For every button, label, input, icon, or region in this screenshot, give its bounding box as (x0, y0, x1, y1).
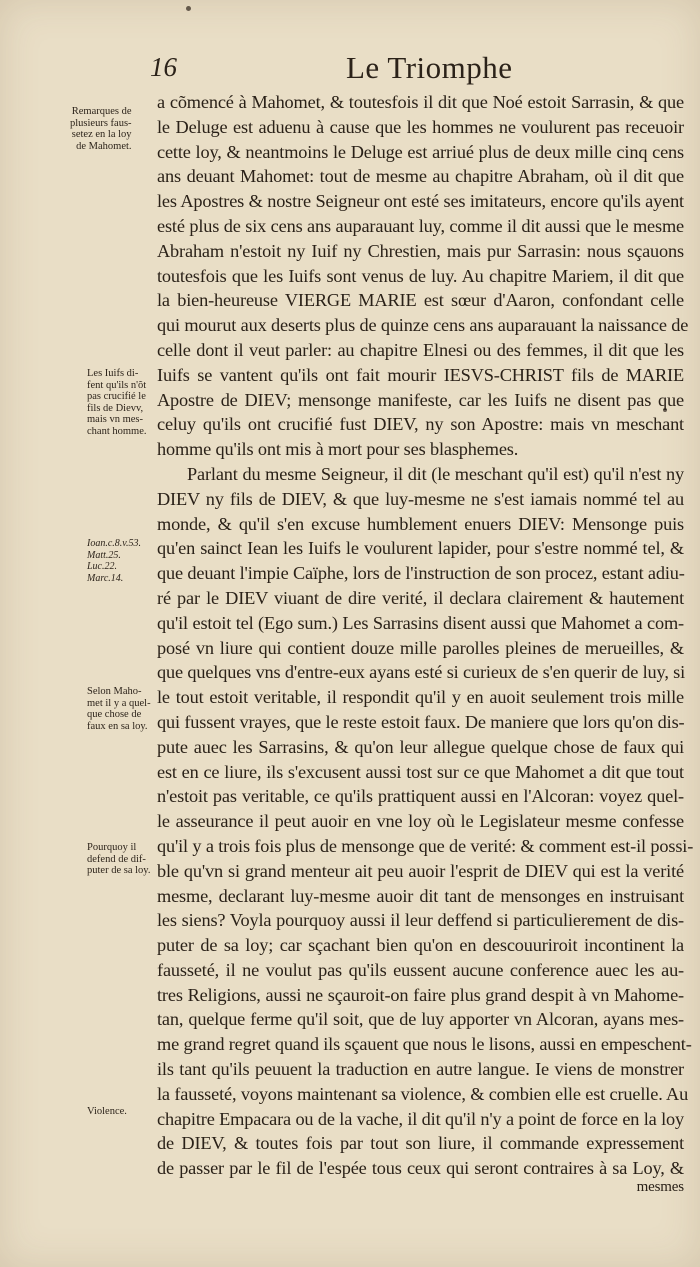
margin-note-line: met il y a quel- (87, 697, 151, 709)
text-line: toutesfois que les Iuifs sont venus de luy. Au chapitre Mariem, il dit que (157, 265, 684, 286)
text-line: ils tant qu'ils peuuent la traduction en autre langue. Ie viens de monstrer (157, 1059, 684, 1080)
text-line: esté plus de six cens ans auparauant luy, comme il dit aussi que le mesme (157, 215, 684, 236)
text-line: homme qu'ils ont mis à mort pour ses blasphemes. (157, 439, 519, 460)
text-line: a cõmencé à Mahomet, & toutesfois il dit que Noé estoit Sarrasin, & que (157, 92, 684, 112)
margin-note (70, 106, 132, 152)
text-line: le tout estoit veritable, il respondit qu'il y en auoit seulement trois mille (157, 687, 684, 708)
text-line: de DIEV, & toutes fois par tout son liure, il commande expressement (157, 1133, 684, 1154)
margin-note-line: puter de sa loy. (87, 865, 151, 876)
text-line: le Deluge est aduenu à cause que les hommes ne voulurent pas receuoir (157, 116, 684, 137)
margin-note-line: mais vn mes- (87, 414, 143, 425)
text-line: DIEV ny fils de DIEV, & que luy-mesme ne s'est iamais nommé tel au (157, 488, 684, 509)
catchword: mesmes (636, 1179, 684, 1196)
text-line: la bien-heureuse VIERGE MARIE est sœur d'Aaron, confondant celle (157, 290, 684, 311)
running-title: Le Triomphe (346, 50, 513, 85)
text-line: de passer par le fil de l'espée tous ceux qui seront contraires à sa Loy, & (157, 1158, 684, 1179)
margin-note-line: faux en sa loy. (87, 720, 148, 732)
text-line: la fausseté, voyons maintenant sa violence, & combien elle est cruelle. Au (157, 1083, 689, 1104)
ink-spot (186, 6, 191, 11)
margin-note-line: Marc.14. (87, 572, 124, 584)
text-line: qu'en sainct Iean les Iuifs le voulurent lapider, pour s'estre nommé tel, & (157, 538, 684, 559)
text-line: qui mourut aux deserts plus de quinze cens ans auparauant la naissance de (157, 315, 689, 336)
text-line: celuy qu'ils ont crucifié fust DIEV, ny son Apostre: mais vn meschant (157, 414, 684, 435)
margin-note-line: fent qu'ils n'õt (87, 379, 147, 391)
text-line: qui fussent vrayes, que le reste estoit faux. De maniere que lors qu'on dis- (157, 711, 685, 732)
margin-note-line: Pourquoy il (87, 842, 137, 853)
text-line: Parlant du mesme Seigneur, il dit (le meschant qu'il est) qu'il n'est ny (187, 463, 684, 484)
text-line: ans deuant Mahomet: tout de mesme au chapitre Abraham, où il dit que (157, 166, 684, 187)
margin-note (87, 368, 146, 437)
margin-note (87, 842, 150, 877)
margin-note-line: pas crucifié le (87, 391, 146, 402)
margin-note (87, 686, 151, 732)
text-line: chapitre Empacara ou de la vache, il dit qu'il n'y a point de force en la loy (157, 1108, 684, 1129)
margin-note-line: de Mahomet. (76, 140, 132, 152)
text-line: monde, & qu'il s'en excuse humblement enuers DIEV: Mensonge puis (157, 513, 684, 534)
text-line: les siens? Voyla pourquoy aussi il leur deffend si particulierement de dis- (157, 910, 684, 931)
margin-note-line: Les Iuifs di- (87, 368, 139, 379)
text-line: puter de sa loy; car sçachant bien qu'on en descouuriroit incontinent la (157, 935, 684, 956)
text-line: pute auec les Sarrasins, & qu'on leur allegue quelque chose de faux qui (157, 736, 684, 757)
body-text (157, 90, 694, 1197)
margin-note-line: Selon Maho- (87, 686, 142, 697)
text-line: tres Religions, aussi ne sçauroit-on faire plus grand despit à vn Mahome- (157, 984, 684, 1005)
text-line: ré par le DIEV viuant de dire verité, il declara clairement & hautement (157, 587, 684, 608)
text-line: que deuant l'impie Caïphe, lors de l'instruction de son procez, estant adiu- (157, 563, 685, 584)
text-line: celle dont il veut parler: au chapitre Elnesi ou des femmes, il dit que les (157, 339, 684, 360)
margin-note-line: fils de Dievv, (87, 402, 144, 414)
margin-note-line: Ioan.c.8.v.53. (87, 538, 141, 549)
text-line: ble qu'vn si grand menteur ait peu auoir l'esprit de DIEV qui est la verité (157, 860, 684, 881)
margin-note (87, 1106, 127, 1118)
text-line: posé vn liure qui contient douze mille parolles pleines de merueilles, & (157, 637, 684, 658)
margin-note-line: chant homme. (87, 425, 147, 437)
text-line: n'estoit pas veritable, ce qu'ils prattiquent aussi en l'Alcoran: voyez quel- (157, 786, 684, 807)
text-line: Abraham n'estoit ny Iuif ny Chrestien, mais pur Sarrasin: nous sçauons (157, 240, 684, 261)
text-line: cette loy, & neantmoins le Deluge est arriué plus de deux mille cinq cens (157, 141, 684, 162)
text-line: le asseurance il peut auoir en vne loy où le Legislateur mesme confesse (157, 811, 684, 832)
text-line: fausseté, il ne voulut pas qu'ils eussent aucune conference auec les au- (157, 959, 684, 980)
margin-note (87, 538, 141, 584)
text-line: que quelques vns d'entre-eux ayans esté si curieux de s'en querir de luy, si (157, 662, 686, 683)
text-line: me grand regret quand ils sçauent que nous le lisons, aussi en empeschent- (157, 1034, 692, 1055)
margin-note-line: Remarques de (71, 106, 132, 117)
margin-note-line: plusieurs faus- (70, 117, 132, 129)
text-line: qu'il y a trois fois plus de mensonge que de verité: & comment est-il possi- (157, 835, 694, 856)
margin-note-line: Luc.22. (87, 561, 117, 572)
text-line: tan, quelque ferme qu'il soit, que de luy apporter vn Alcoran, ayans mes- (157, 1009, 684, 1030)
margin-note-line: que chose de (87, 709, 142, 720)
text-line: les Apostres & nostre Seigneur ont esté ses imitateurs, encore qu'ils ayent (157, 191, 684, 212)
text-line: Iuifs se vantent qu'ils ont fait mourir IESVS-CHRIST fils de MARIE (157, 364, 684, 385)
text-line: mesme, declarant luy-mesme auoir dit tant de mensonges en instruisant (157, 885, 684, 906)
margin-note-line: Violence. (87, 1106, 127, 1117)
margin-note-line: Matt.25. (87, 549, 121, 561)
text-line: qu'il estoit tel (Ego sum.) Les Sarrasins disent aussi que Mahomet a com- (157, 612, 684, 633)
text-line: Apostre de DIEV; mensonge manifeste, car les Iuifs ne disent pas que (157, 389, 684, 410)
margin-note-line: setez en la loy (71, 129, 132, 140)
text-line: est en ce liure, ils s'excusent aussi tost sur ce que Mahomet a dit que tout (157, 761, 684, 782)
page-header (150, 50, 520, 90)
page-number: 16 (150, 52, 177, 82)
margin-note-line: defend de dif- (87, 853, 146, 865)
